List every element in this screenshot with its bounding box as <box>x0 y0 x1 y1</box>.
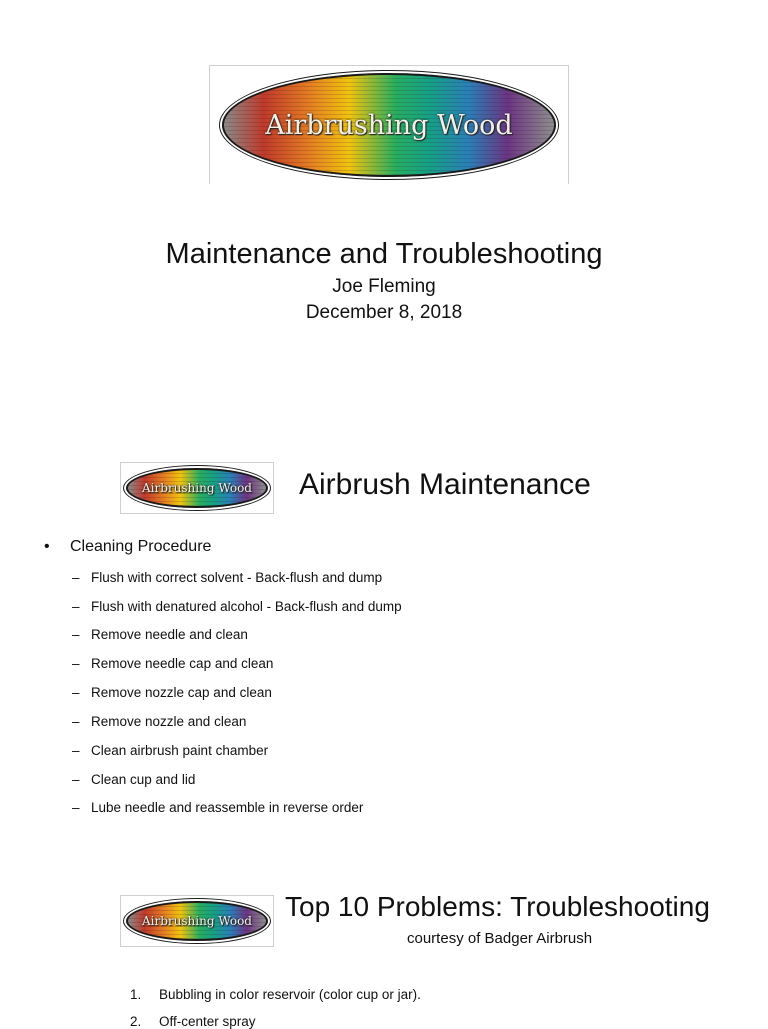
list-item-text: Remove nozzle cap and clean <box>91 685 272 700</box>
dash-icon: – <box>72 772 80 787</box>
dash-icon: – <box>72 599 80 614</box>
slide1-title: Maintenance and Troubleshooting <box>165 238 603 270</box>
dash-icon: – <box>72 627 80 642</box>
dash-icon: – <box>72 800 80 815</box>
item-number: 2. <box>130 1014 142 1029</box>
slide1-logo <box>209 65 569 184</box>
list-item <box>72 714 246 729</box>
logo-oval <box>222 73 556 177</box>
dash-icon: – <box>72 570 80 585</box>
list-item <box>72 570 382 585</box>
slide2-logo <box>120 462 274 514</box>
item-text: Bubbling in color reservoir (color cup or jar). <box>159 987 421 1002</box>
slide3-subtitle: courtesy of Badger Airbrush <box>407 930 593 947</box>
list-item <box>72 627 248 642</box>
bullet-icon: • <box>44 538 50 555</box>
numbered-item <box>130 1014 256 1029</box>
list-item-text: Remove needle cap and clean <box>91 656 274 671</box>
slide3-title: Top 10 Problems: Troubleshooting <box>285 891 710 922</box>
slide3-logo <box>120 895 274 947</box>
logo-text: Airbrushing Wood <box>265 109 513 141</box>
list-item-text: Clean airbrush paint chamber <box>91 743 269 758</box>
list-item <box>72 772 195 787</box>
bullet-text: Cleaning Procedure <box>70 538 212 555</box>
dash-icon: – <box>72 685 80 700</box>
list-item <box>72 685 272 700</box>
item-number: 1. <box>130 987 142 1002</box>
list-item <box>72 743 268 758</box>
list-item-text: Flush with denatured alcohol - Back-flush and dump <box>91 599 402 614</box>
dash-icon: – <box>72 714 80 729</box>
logo-oval <box>126 468 268 508</box>
list-item-text: Lube needle and reassemble in reverse order <box>91 800 364 815</box>
list-item-text: Remove nozzle and clean <box>91 714 247 729</box>
list-item-text: Flush with correct solvent - Back-flush and dump <box>91 570 383 585</box>
logo-text: Airbrushing Wood <box>142 914 252 928</box>
item-text: Off-center spray <box>159 1014 256 1029</box>
logo-text: Airbrushing Wood <box>142 481 252 495</box>
slide1-date: December 8, 2018 <box>305 302 463 323</box>
dash-icon: – <box>72 743 80 758</box>
list-item <box>72 656 273 671</box>
slide2-title: Airbrush Maintenance <box>299 468 591 501</box>
numbered-item <box>130 987 421 1002</box>
dash-icon: – <box>72 656 80 671</box>
list-item-text: Remove needle and clean <box>91 627 248 642</box>
slide1-author: Joe Fleming <box>332 276 436 297</box>
list-item <box>72 599 402 614</box>
logo-oval <box>126 901 268 941</box>
list-item-text: Clean cup and lid <box>91 772 196 787</box>
list-item <box>72 800 363 815</box>
